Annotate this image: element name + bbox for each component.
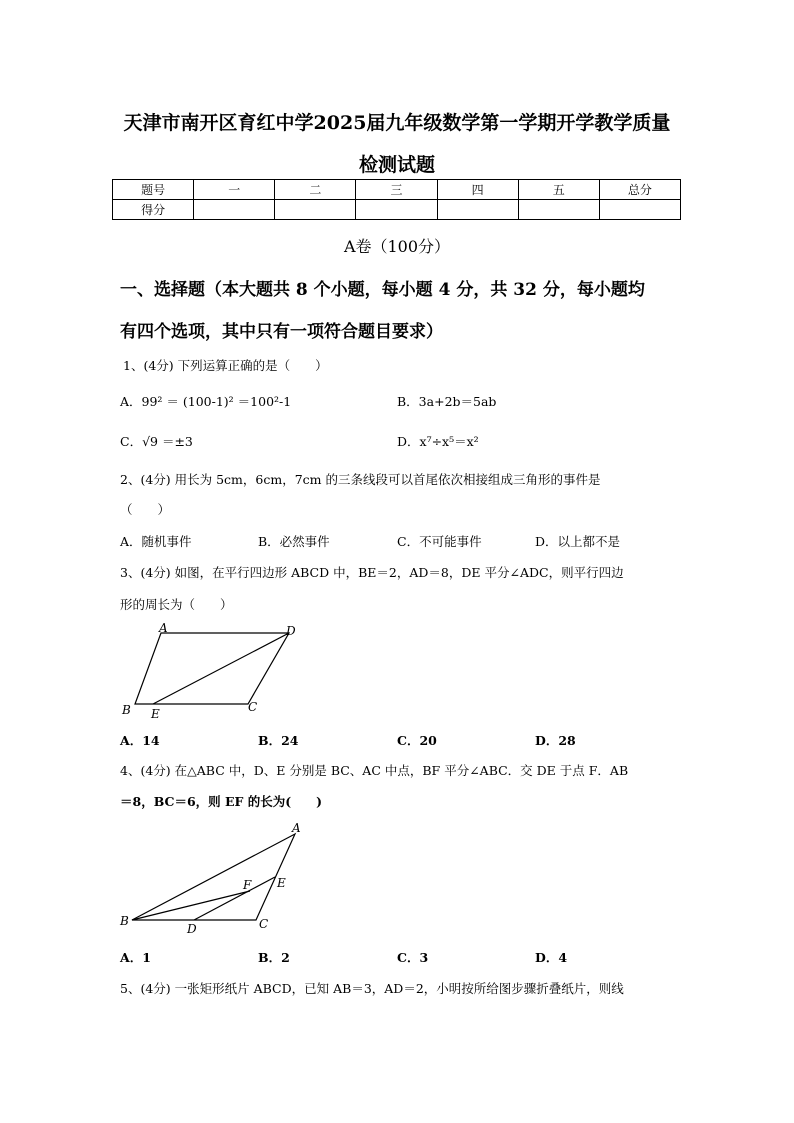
score-row-label: 得分 [113,200,194,220]
score-cell: 五 [518,180,599,200]
q4-triangle-figure [115,818,315,938]
q1-option-a: A．99² ＝ (100-1)² ＝100²-1 [120,394,292,409]
q3-parallelogram-figure [115,620,315,725]
q2-stem-cont: （ ） [120,502,171,517]
q2-option-d: D．以上都不是 [535,534,621,549]
score-cell: 四 [437,180,518,200]
label-c: C [248,700,258,714]
score-cell: 二 [275,180,356,200]
label-d: D [286,624,296,638]
score-cell: 题号 [113,180,194,200]
label-b: B [120,914,129,928]
label-d: D [187,922,197,936]
q2-option-c: C．不可能事件 [397,534,482,549]
label-a: A [292,821,301,835]
label-a: A [159,621,168,635]
q1-option-d: D．x⁷÷x⁵＝x² [397,434,479,449]
q2-option-a: A．随机事件 [120,534,192,549]
exam-title-line1: 天津市南开区育红中学2025届九年级数学第一学期开学教学质量 [123,112,671,134]
q4-option-b: B．2 [258,950,290,965]
q1-option-b: B．3a+2b＝5ab [397,394,497,409]
q4-option-d: D．4 [535,950,568,965]
segment-de [194,877,275,920]
score-table [112,179,681,220]
score-cell: 三 [356,180,437,200]
q1-option-c: C．√9 ＝±3 [120,434,193,449]
q3-option-c: C．20 [397,733,437,748]
label-e: E [151,707,160,721]
q3-option-b: B．24 [258,733,299,748]
q3-stem-cont: 形的周长为（ ） [120,597,233,612]
triangle-abc [132,834,295,920]
volume-a-heading: A卷（100分） [343,237,451,256]
score-blank-cell[interactable] [275,200,356,220]
label-f: F [243,878,252,892]
score-table-score-row [113,200,681,220]
q2-option-b: B．必然事件 [258,534,330,549]
label-e: E [277,876,286,890]
label-b: B [122,703,131,717]
section1-heading-line2: 有四个选项，其中只有一项符合题目要求） [120,322,443,342]
score-blank-cell[interactable] [599,200,680,220]
q4-stem: 4、(4分) 在△ABC 中，D、E 分别是 BC、AC 中点，BF 平分∠ABC．交 DE 于点 F．AB [120,763,629,778]
score-blank-cell[interactable] [356,200,437,220]
parallelogram-abcd [135,633,289,704]
segment-bf [132,891,250,920]
q2-stem: 2、(4分) 用长为 5cm，6cm，7cm 的三条线段可以首尾依次相接组成三角形的事件是 [120,472,601,487]
section1-heading-line1: 一、选择题（本大题共 8 个小题，每小题 4 分，共 32 分，每小题均 [120,280,645,300]
q4-option-c: C．3 [397,950,429,965]
q3-stem: 3、(4分) 如图，在平行四边形 ABCD 中，BE＝2，AD＝8，DE 平分∠ADC，则平行四边 [120,565,624,580]
q1-stem: 1、(4分) 下列运算正确的是（ ） [123,358,328,373]
score-blank-cell[interactable] [194,200,275,220]
score-cell: 总分 [599,180,680,200]
score-cell: 一 [194,180,275,200]
score-blank-cell[interactable] [518,200,599,220]
q3-option-d: D．28 [535,733,576,748]
q4-option-a: A．1 [120,950,151,965]
q4-stem-cont: ＝8，BC＝6，则 EF 的长为( ) [120,794,323,809]
score-table-header-row [113,180,681,200]
q3-option-a: A．14 [120,733,160,748]
score-blank-cell[interactable] [437,200,518,220]
label-c: C [259,917,269,931]
q5-stem: 5、(4分) 一张矩形纸片 ABCD，已知 AB＝3，AD＝2，小明按所给图步骤折叠纸片，则线 [120,981,624,996]
exam-title-line2: 检测试题 [358,154,435,176]
